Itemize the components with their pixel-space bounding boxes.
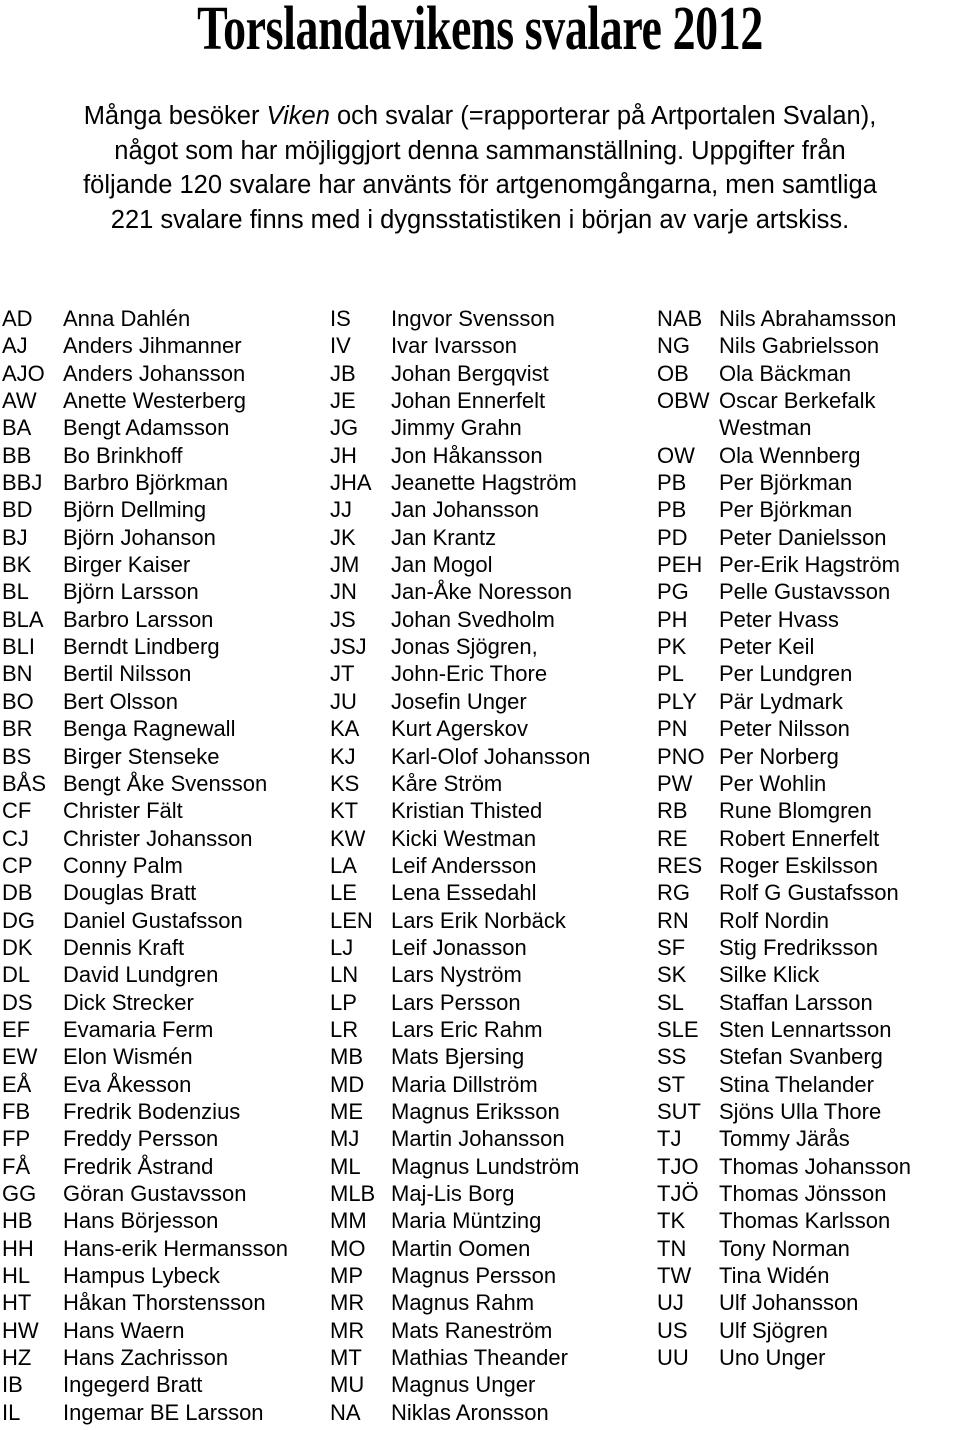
observer-name: Martin Johansson <box>391 1126 565 1152</box>
observer-abbreviation: TJO <box>657 1153 699 1179</box>
observer-abbreviation: UU <box>657 1345 689 1371</box>
observer-abbreviation: TN <box>657 1235 687 1261</box>
observer-name: Bengt Adamsson <box>63 415 230 441</box>
observer-abbreviation: DL <box>2 962 31 988</box>
observer-abbreviation: TJÖ <box>657 1181 699 1206</box>
observer-name: Rolf G Gustafsson <box>719 880 899 906</box>
observer-abbreviation: PH <box>657 606 688 632</box>
observer-name: Sjöns Ulla Thore <box>719 1098 882 1124</box>
observer-abbreviation: LEN <box>330 907 373 933</box>
observer-abbreviation: HT <box>2 1290 32 1316</box>
observer-name: Westman <box>719 415 812 441</box>
observer-name: Robert Ennerfelt <box>719 825 880 851</box>
observer-abbreviation: IB <box>2 1372 23 1398</box>
observer-name: Barbro Larsson <box>63 606 214 632</box>
observer-name: Thomas Jönsson <box>719 1181 887 1206</box>
observer-name: Bengt Åke Svensson <box>63 770 268 796</box>
observer-abbreviation: MP <box>330 1263 363 1289</box>
observer-abbreviation: BN <box>2 661 33 687</box>
observer-name: Per-Erik Hagström <box>719 552 900 578</box>
observer-abbreviation: FB <box>2 1098 31 1124</box>
observer-abbreviation: EW <box>2 1044 38 1070</box>
intro-line-4: 221 svalare finns med i dygnsstatistiken i början av varje artskiss. <box>110 205 850 234</box>
observer-name: Mats Bjersing <box>391 1044 525 1070</box>
observer-abbreviation: LA <box>330 852 357 878</box>
observer-abbreviation: PG <box>657 579 689 605</box>
observer-name: Ola Bäckman <box>719 360 852 386</box>
observer-abbreviation: SUT <box>657 1098 701 1124</box>
observer-abbreviation: UJ <box>657 1290 684 1316</box>
observer-name: Stig Fredriksson <box>719 934 878 960</box>
observer-abbreviation: CP <box>2 852 33 878</box>
observer-name: Mathias Theander <box>391 1345 568 1371</box>
observer-abbreviation: KA <box>330 716 360 742</box>
observer-abbreviation: DB <box>2 880 33 906</box>
observer-abbreviation: HW <box>2 1317 39 1343</box>
observer-abbreviation: PD <box>657 524 688 550</box>
observer-name: Birger Kaiser <box>63 552 191 578</box>
observer-abbreviation: JN <box>330 579 357 605</box>
observer-name: Leif Andersson <box>391 852 537 878</box>
observer-abbreviation: BB <box>2 442 32 468</box>
observer-name: Magnus Eriksson <box>391 1098 560 1124</box>
observer-name: Lars Persson <box>391 989 521 1015</box>
observer-name: Dennis Kraft <box>63 934 185 960</box>
observer-abbreviation: EÅ <box>2 1071 32 1097</box>
observer-name: Magnus Persson <box>391 1263 557 1289</box>
observer-name: Hans Börjesson <box>63 1208 219 1234</box>
observer-name: Evamaria Ferm <box>63 1016 214 1042</box>
observer-abbreviation: PL <box>657 661 684 687</box>
observer-name: Lars Eric Rahm <box>391 1016 543 1042</box>
observer-abbreviation: FP <box>2 1126 31 1152</box>
observer-name: Hans Zachrisson <box>63 1345 229 1371</box>
observer-name: Rune Blomgren <box>719 798 872 824</box>
observer-abbreviation: KJ <box>330 743 356 769</box>
observer-name: Ingemar BE Larsson <box>63 1399 264 1425</box>
observer-name: Uno Unger <box>719 1345 826 1371</box>
observer-name: Karl-Olof Johansson <box>391 743 591 769</box>
observer-name: Thomas Johansson <box>719 1153 911 1179</box>
observer-name: Per Björkman <box>719 497 853 523</box>
observer-name: Josefin Unger <box>391 688 527 714</box>
observer-abbreviation: RB <box>657 798 688 824</box>
observer-abbreviation: OBW <box>657 388 710 414</box>
observer-abbreviation: US <box>657 1317 688 1343</box>
observer-abbreviation: JS <box>330 606 356 632</box>
observer-abbreviation: RES <box>657 852 703 878</box>
observer-name: Kåre Ström <box>391 770 503 796</box>
observer-name: Anders Johansson <box>63 360 246 386</box>
observer-abbreviation: BLI <box>2 634 36 660</box>
observer-name: Jon Håkansson <box>391 442 543 468</box>
observer-name: Jonas Sjögren, <box>391 634 538 660</box>
observer-abbreviation: PEH <box>657 552 703 578</box>
observer-abbreviation: MU <box>330 1372 365 1398</box>
observer-name: Johan Bergqvist <box>391 360 549 386</box>
observer-abbreviation: CJ <box>2 825 29 851</box>
observer-name: Nils Gabrielsson <box>719 333 880 359</box>
observer-name: Jan Mogol <box>391 552 493 578</box>
observer-abbreviation: ME <box>330 1098 363 1124</box>
observer-abbreviation: JU <box>330 688 357 714</box>
observer-name: Ingvor Svensson <box>391 306 555 331</box>
observer-name: Bo Brinkhoff <box>63 442 183 468</box>
observer-name: David Lundgren <box>63 962 219 988</box>
observer-name: Jan Krantz <box>391 524 497 550</box>
observer-abbreviation: IV <box>330 333 351 359</box>
observer-abbreviation: PB <box>657 470 687 496</box>
observer-abbreviation: PW <box>657 770 693 796</box>
observer-abbreviation: AW <box>2 388 37 414</box>
observer-name: Bert Olsson <box>63 688 178 714</box>
observer-name: Björn Larsson <box>63 579 199 605</box>
observer-name: Roger Eskilsson <box>719 852 878 878</box>
observer-abbreviation: OB <box>657 360 689 386</box>
observer-abbreviation: KS <box>330 770 360 796</box>
observer-abbreviation: NG <box>657 333 690 359</box>
observer-abbreviation: PB <box>657 497 687 523</box>
observer-name: Niklas Aronsson <box>391 1399 549 1425</box>
observer-name: Per Lundgren <box>719 661 853 687</box>
observer-abbreviation: IL <box>2 1399 21 1425</box>
observer-name: Björn Dellming <box>63 497 207 523</box>
observer-name: Magnus Lundström <box>391 1153 580 1179</box>
observer-abbreviation: NAB <box>657 306 703 331</box>
observer-name: Ola Wennberg <box>719 442 861 468</box>
observer-name: Anders Jihmanner <box>63 333 242 359</box>
observer-abbreviation: HL <box>2 1263 31 1289</box>
observer-abbreviation: MM <box>330 1208 367 1234</box>
observer-name: Anna Dahlén <box>63 306 191 331</box>
observer-abbreviation: SK <box>657 962 687 988</box>
observer-abbreviation: BBJ <box>2 470 43 496</box>
observer-abbreviation: SLE <box>657 1016 699 1042</box>
observer-abbreviation: DG <box>2 907 35 933</box>
observer-name: Douglas Bratt <box>63 880 197 906</box>
observer-abbreviation: SF <box>657 934 686 960</box>
observer-name: Thomas Karlsson <box>719 1208 891 1234</box>
observer-abbreviation: OW <box>657 442 695 468</box>
observer-abbreviation: JHA <box>330 470 372 496</box>
observer-name: Håkan Thorstensson <box>63 1290 266 1316</box>
observer-abbreviation: BK <box>2 552 32 578</box>
intro-line-1-post: och svalar (=rapporterar på Artportalen Svalan), <box>329 102 877 130</box>
observer-name: Jimmy Grahn <box>391 415 522 441</box>
observer-name: Martin Oomen <box>391 1235 531 1261</box>
observer-abbreviation: LJ <box>330 934 354 960</box>
observer-name: Kicki Westman <box>391 825 537 851</box>
observer-abbreviation: RE <box>657 825 688 851</box>
observer-abbreviation: JB <box>330 360 356 386</box>
observer-name: Jeanette Hagström <box>391 470 577 496</box>
observer-name: Benga Ragnewall <box>63 716 236 742</box>
intro-paragraph <box>0 99 960 237</box>
observer-name: Stina Thelander <box>719 1071 874 1097</box>
observer-abbreviation: JG <box>330 415 359 441</box>
observer-abbreviation: HZ <box>2 1345 32 1371</box>
observer-name: Hampus Lybeck <box>63 1263 220 1289</box>
observer-name: Barbro Björkman <box>63 470 229 496</box>
observer-name: Ulf Sjögren <box>719 1317 828 1343</box>
observer-name: Pär Lydmark <box>719 688 843 714</box>
observer-name: Anette Westerberg <box>63 388 247 414</box>
observer-abbreviation: KW <box>330 825 366 851</box>
observer-abbreviation: AJO <box>2 360 45 386</box>
observer-name: Göran Gustavsson <box>63 1181 247 1206</box>
observer-abbreviation: ST <box>657 1071 686 1097</box>
observer-name: Ingegerd Bratt <box>63 1372 203 1398</box>
observer-name: Christer Fält <box>63 798 183 824</box>
observer-abbreviation: DK <box>2 934 33 960</box>
intro-line-1 <box>0 99 960 134</box>
observer-abbreviation: JK <box>330 524 356 550</box>
page-title: Torslandavikens svalare 2012 <box>197 0 763 63</box>
observer-name: Silke Klick <box>719 962 820 988</box>
observer-name: Jan-Åke Noresson <box>391 579 572 605</box>
intro-line-1-italic: Viken <box>266 102 330 130</box>
observer-abbreviation: MD <box>330 1071 365 1097</box>
observer-name: Björn Johanson <box>63 524 216 550</box>
observer-name: Per Björkman <box>719 470 853 496</box>
observer-name: Hans-erik Hermansson <box>63 1235 288 1261</box>
observer-abbreviation: NA <box>330 1399 361 1425</box>
observer-abbreviation: MR <box>330 1317 365 1343</box>
observer-abbreviation: ML <box>330 1153 361 1179</box>
observer-name: Kristian Thisted <box>391 798 543 824</box>
observer-abbreviation: RG <box>657 880 690 906</box>
observer-abbreviation: TK <box>657 1208 686 1234</box>
intro-line-1-pre: Många besöker <box>83 102 267 130</box>
observer-name: Maria Dillström <box>391 1071 538 1097</box>
observer-abbreviation: JE <box>330 388 356 414</box>
observer-abbreviation: MO <box>330 1235 366 1261</box>
observer-abbreviation: FÅ <box>2 1153 31 1179</box>
observer-abbreviation: MT <box>330 1345 362 1371</box>
observer-name: Tony Norman <box>719 1235 850 1261</box>
observer-abbreviation: GG <box>2 1181 37 1206</box>
observer-abbreviation: JM <box>330 552 360 578</box>
observer-abbreviation: RN <box>657 907 689 933</box>
observer-name: Peter Keil <box>719 634 815 660</box>
observer-name: Sten Lennartsson <box>719 1016 892 1042</box>
observer-name: Stefan Svanberg <box>719 1044 883 1070</box>
observer-name: Freddy Persson <box>63 1126 219 1152</box>
observer-name: Fredrik Bodenzius <box>63 1098 241 1124</box>
observer-name: Tommy Järås <box>719 1126 850 1152</box>
observer-name: Rolf Nordin <box>719 907 830 933</box>
observer-abbreviation: SL <box>657 989 684 1015</box>
observer-name: Lars Erik Norbäck <box>391 907 566 933</box>
intro-line-3: följande 120 svalare har använts för artgenomgångarna, men samtliga <box>83 171 877 199</box>
observer-name: Magnus Unger <box>391 1372 536 1398</box>
observer-abbreviation: BR <box>2 716 33 742</box>
observer-name: Lars Nyström <box>391 962 522 988</box>
observer-name: Fredrik Åstrand <box>63 1153 214 1179</box>
observer-abbreviation: HB <box>2 1208 33 1234</box>
observer-abbreviation: LE <box>330 880 357 906</box>
observer-name: Per Wohlin <box>719 770 827 796</box>
observer-abbreviation: BA <box>2 415 32 441</box>
observer-name: Bertil Nilsson <box>63 661 192 687</box>
observer-abbreviation: KT <box>330 798 359 824</box>
observer-abbreviation: LP <box>330 989 357 1015</box>
observer-name: Ivar Ivarsson <box>391 333 517 359</box>
observer-abbreviation: LN <box>330 962 359 988</box>
observer-name: Hans Waern <box>63 1317 185 1343</box>
observer-name: Eva Åkesson <box>63 1071 192 1097</box>
observer-abbreviation: MLB <box>330 1181 376 1206</box>
observer-abbreviation: MJ <box>330 1126 360 1152</box>
observer-name: Magnus Rahm <box>391 1290 535 1316</box>
observer-abbreviation: MR <box>330 1290 365 1316</box>
observer-abbreviation: PN <box>657 716 688 742</box>
observer-name: Ulf Johansson <box>719 1290 859 1316</box>
observer-abbreviation: BD <box>2 497 33 523</box>
observer-abbreviation: PK <box>657 634 687 660</box>
observer-name: Staffan Larsson <box>719 989 873 1015</box>
observer-abbreviation: JH <box>330 442 357 468</box>
observer-name: Lena Essedahl <box>391 880 537 906</box>
observer-abbreviation: TJ <box>657 1126 682 1152</box>
observer-name: Berndt Lindberg <box>63 634 220 660</box>
observer-abbreviation: HH <box>2 1235 34 1261</box>
observer-abbreviation: BJ <box>2 524 28 550</box>
observer-name: Tina Widén <box>719 1263 830 1289</box>
intro-line-2: något som har möjliggjort denna sammanställning. Uppgifter från <box>114 136 846 165</box>
observer-name: Elon Wismén <box>63 1044 193 1070</box>
observer-abbreviation: DS <box>2 989 33 1015</box>
observer-abbreviation: PLY <box>657 688 697 714</box>
observer-name: Per Norberg <box>719 743 839 769</box>
observer-name: Mats Raneström <box>391 1317 553 1343</box>
observer-abbreviation: LR <box>330 1016 359 1042</box>
observer-name: Peter Hvass <box>719 606 839 632</box>
observer-abbreviation: SS <box>657 1044 687 1070</box>
observer-name: Jan Johansson <box>391 497 539 523</box>
observer-name: Birger Stenseke <box>63 743 220 769</box>
observer-name: Conny Palm <box>63 852 183 878</box>
observer-abbreviation: JJ <box>330 497 352 523</box>
observer-name: Daniel Gustafsson <box>63 907 243 933</box>
observer-name: Dick Strecker <box>63 989 194 1015</box>
observer-abbreviation: AJ <box>2 333 28 359</box>
observer-abbreviation: BÅS <box>2 770 47 796</box>
observer-name: Peter Nilsson <box>719 716 850 742</box>
observer-abbreviation: BO <box>2 688 34 714</box>
observer-abbreviation: EF <box>2 1016 31 1042</box>
observer-abbreviation: JSJ <box>330 634 367 660</box>
observer-name: Johan Svedholm <box>391 606 555 632</box>
observer-name: Maj-Lis Borg <box>391 1181 515 1206</box>
observer-abbreviation: TW <box>657 1263 692 1289</box>
observer-abbreviation: BLA <box>2 606 44 632</box>
observer-abbreviation: IS <box>330 306 351 331</box>
observer-name: John-Eric Thore <box>391 661 548 687</box>
observer-abbreviation: AD <box>2 306 33 331</box>
observer-name: Maria Müntzing <box>391 1208 542 1234</box>
observer-name: Oscar Berkefalk <box>719 388 876 414</box>
observer-abbreviation: JT <box>330 661 355 687</box>
observer-name: Johan Ennerfelt <box>391 388 546 414</box>
observer-abbreviation: MB <box>330 1044 363 1070</box>
observer-abbreviation: CF <box>2 798 32 824</box>
observer-name: Pelle Gustavsson <box>719 579 891 605</box>
observer-name: Peter Danielsson <box>719 524 887 550</box>
observer-name: Christer Johansson <box>63 825 253 851</box>
observer-abbreviation: PNO <box>657 743 705 769</box>
observer-abbreviation: BS <box>2 743 32 769</box>
observer-name: Leif Jonasson <box>391 934 527 960</box>
observer-name: Kurt Agerskov <box>391 716 528 742</box>
observer-name: Nils Abrahamsson <box>719 306 897 331</box>
observer-abbreviation: BL <box>2 579 29 605</box>
